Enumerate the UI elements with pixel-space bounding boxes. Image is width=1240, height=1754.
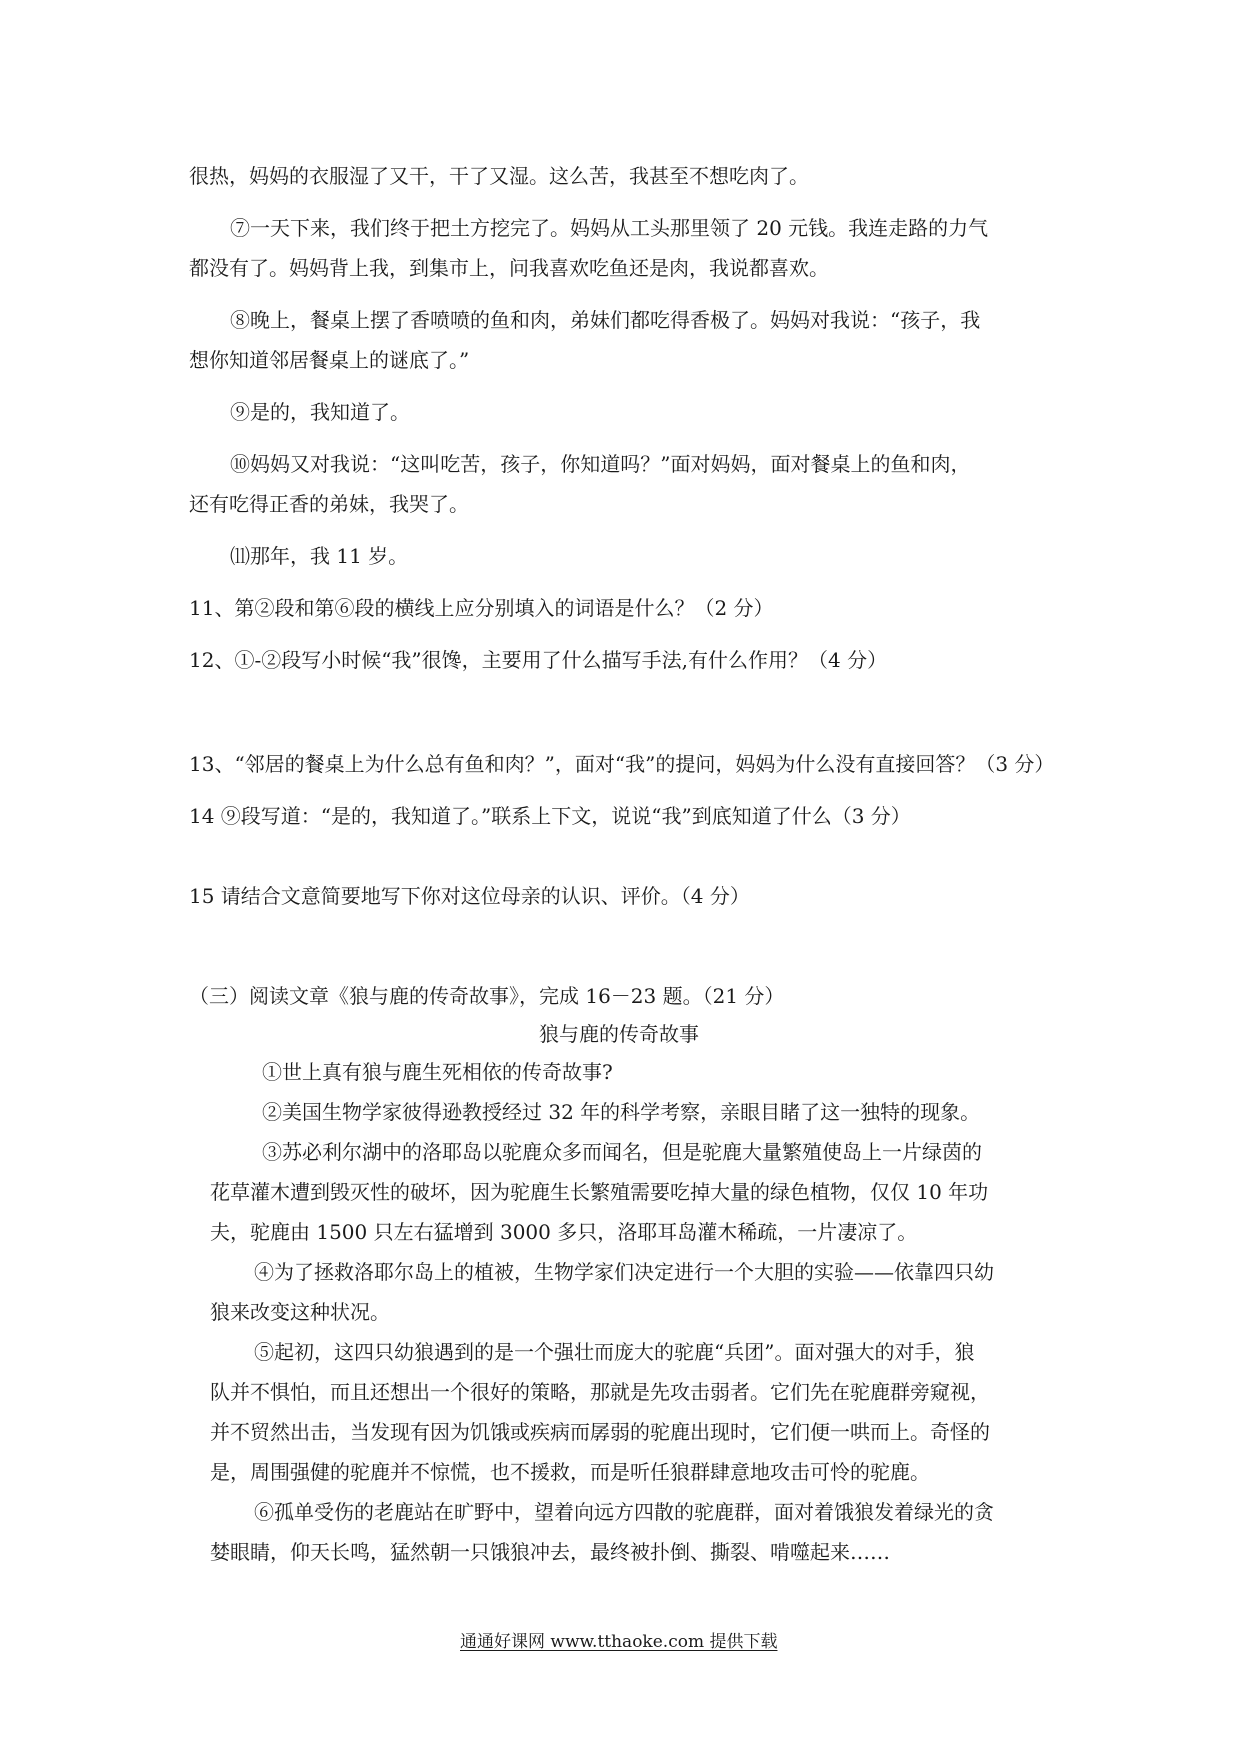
article-line: 婪眼睛，仰天长鸣，猛然朝一只饿狼冲去，最终被扑倒、撕裂、啃噬起来…… <box>210 1540 890 1564</box>
story1-line: ⑨是的，我知道了。 <box>230 400 410 424</box>
story1-line: 很热，妈妈的衣服湿了又干，干了又湿。这么苦，我甚至不想吃肉了。 <box>189 164 809 188</box>
story1-line: ⑩妈妈又对我说：“这叫吃苦，孩子，你知道吗？”面对妈妈，面对餐桌上的鱼和肉， <box>230 452 971 476</box>
article-line: ④为了拯救洛耶尔岛上的植被，生物学家们决定进行一个大胆的实验——依靠四只幼 <box>254 1260 994 1284</box>
story1-line: ⑾那年，我 11 岁。 <box>230 544 409 568</box>
article-line: 并不贸然出击，当发现有因为饥饿或疾病而孱弱的驼鹿出现时，它们便一哄而上。奇怪的 <box>210 1420 990 1444</box>
story1-line: ⑧晚上，餐桌上摆了香喷喷的鱼和肉，弟妹们都吃得香极了。妈妈对我说：“孩子，我 <box>230 308 981 332</box>
story1-line: ⑦一天下来，我们终于把土方挖完了。妈妈从工头那里领了 20 元钱。我连走路的力气 <box>230 216 989 240</box>
question-item: 14 ⑨段写道：“是的，我知道了。”联系上下文，说说“我”到底知道了什么（3 分） <box>189 804 911 828</box>
article-line: ①世上真有狼与鹿生死相依的传奇故事? <box>262 1060 613 1084</box>
section-header: （三）阅读文章《狼与鹿的传奇故事》，完成 16－23 题。（21 分） <box>189 984 785 1008</box>
article-line: ③苏必利尔湖中的洛耶岛以驼鹿众多而闻名，但是驼鹿大量繁殖使岛上一片绿茵的 <box>262 1140 982 1164</box>
article-title: 狼与鹿的传奇故事 <box>539 1022 699 1046</box>
question-item: 11、第②段和第⑥段的横线上应分别填入的词语是什么？（2 分） <box>189 596 774 620</box>
question-item: 12、①-②段写小时候“我”很馋，主要用了什么描写手法,有什么作用？（4 分） <box>189 648 888 672</box>
article-line: ②美国生物学家彼得逊教授经过 32 年的科学考察，亲眼目睹了这一独特的现象。 <box>262 1100 981 1124</box>
story1-line: 都没有了。妈妈背上我，到集市上，问我喜欢吃鱼还是肉，我说都喜欢。 <box>189 256 829 280</box>
article-line: ⑥孤单受伤的老鹿站在旷野中，望着向远方四散的驼鹿群，面对着饿狼发着绿光的贪 <box>254 1500 994 1524</box>
article-line: 夫，驼鹿由 1500 只左右猛增到 3000 多只，洛耶耳岛灌木稀疏，一片凄凉了。 <box>210 1220 918 1244</box>
question-item: 15 请结合文意简要地写下你对这位母亲的认识、评价。（4 分） <box>189 884 750 908</box>
article-line: 队并不惧怕，而且还想出一个很好的策略，那就是先攻击弱者。它们先在驼鹿群旁窥视， <box>210 1380 990 1404</box>
question-item: 13、“邻居的餐桌上为什么总有鱼和肉？”，面对“我”的提问，妈妈为什么没有直接回答？（3 分） <box>189 752 1055 776</box>
story1-line: 还有吃得正香的弟妹，我哭了。 <box>189 492 469 516</box>
story1-line: 想你知道邻居餐桌上的谜底了。” <box>189 348 470 372</box>
article-line: 是，周围强健的驼鹿并不惊慌，也不援救，而是听任狼群肆意地攻击可怜的驼鹿。 <box>210 1460 930 1484</box>
footer-link[interactable]: 通通好课网 www.tthaoke.com 提供下载 <box>460 1632 778 1652</box>
article-line: 狼来改变这种状况。 <box>210 1300 390 1324</box>
article-line: ⑤起初，这四只幼狼遇到的是一个强壮而庞大的驼鹿“兵团”。面对强大的对手，狼 <box>254 1340 975 1364</box>
article-line: 花草灌木遭到毁灭性的破坏，因为驼鹿生长繁殖需要吃掉大量的绿色植物，仅仅 10 年功 <box>210 1180 989 1204</box>
